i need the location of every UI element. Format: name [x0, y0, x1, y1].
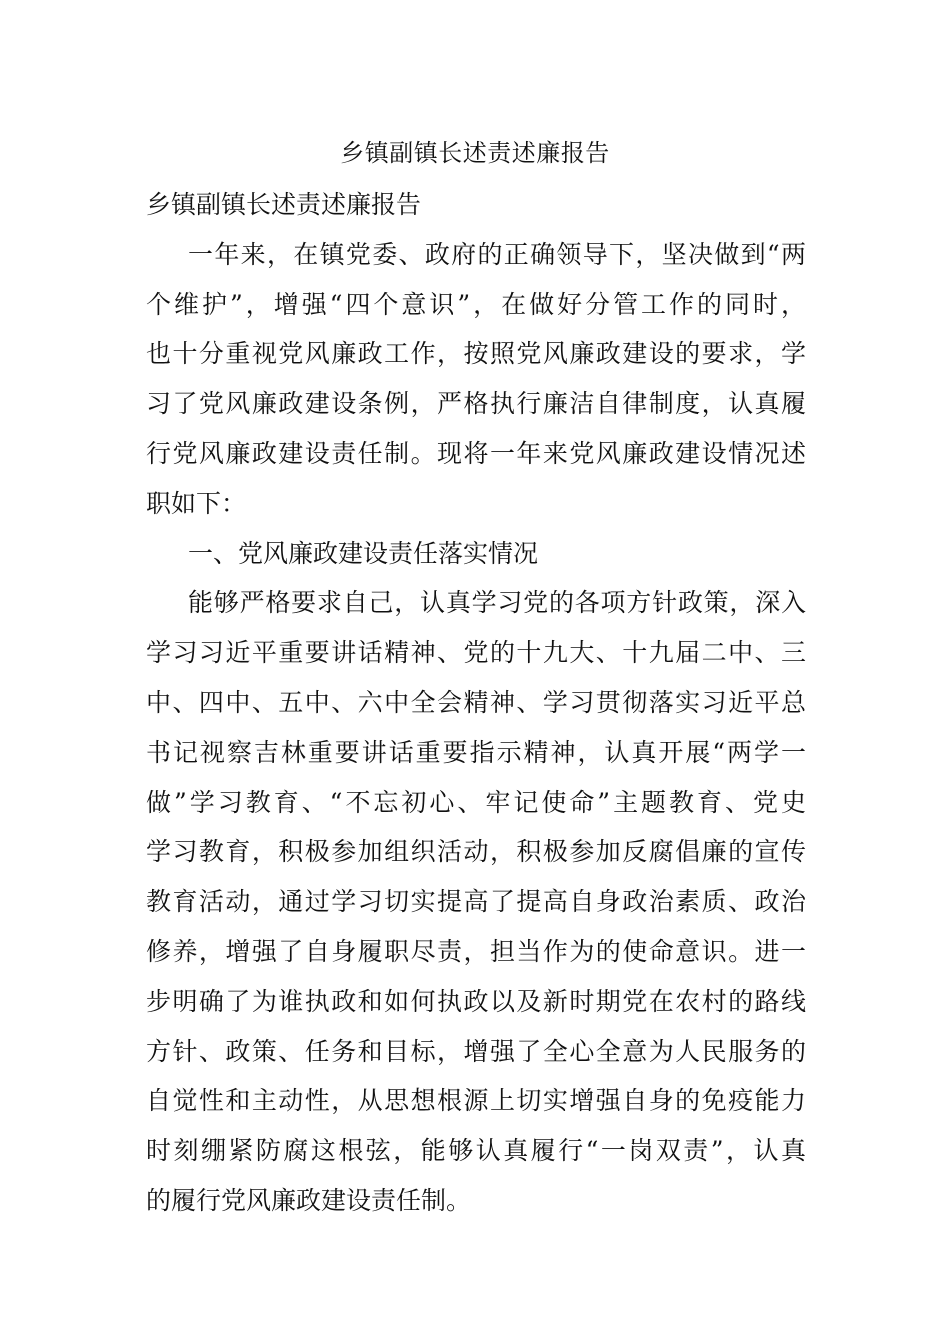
text-line: 学习教育，积极参加组织活动，积极参加反腐倡廉的宣传 [146, 837, 806, 867]
paragraph-intro [146, 230, 806, 529]
text-line: 一年来，在镇党委、政府的正确领导下，坚决做到“两 [188, 239, 806, 269]
text-line: 个维护”，增强“四个意识”，在做好分管工作的同时， [146, 289, 806, 319]
text-line: 书记视察吉林重要讲话重要指示精神，认真开展“两学一 [146, 737, 806, 767]
text-line: 修养，增强了自身履职尽责，担当作为的使命意识。进一 [146, 936, 806, 966]
text-line: 做”学习教育、“不忘初心、牢记使命”主题教育、党史 [146, 787, 806, 817]
text-line: 教育活动，通过学习切实提高了提高自身政治素质、政治 [146, 887, 806, 917]
text-line: 步明确了为谁执政和如何执政以及新时期党在农村的路线 [146, 986, 806, 1016]
text-line: 学习习近平重要讲话精神、党的十九大、十九届二中、三 [146, 638, 806, 668]
text-line: 习了党风廉政建设条例，严格执行廉洁自律制度，认真履 [146, 389, 806, 419]
text-line: 能够严格要求自己，认真学习党的各项方针政策，深入 [188, 588, 806, 618]
document-subtitle: 乡镇副镇长述责述廉报告 [146, 190, 422, 219]
paragraph-section1 [146, 578, 806, 1225]
text-line: 自觉性和主动性，从思想根源上切实增强自身的免疫能力 [146, 1086, 806, 1116]
text-line: 方针、政策、任务和目标，增强了全心全意为人民服务的 [146, 1036, 806, 1066]
document-body [146, 180, 806, 1226]
document-title: 乡镇副镇长述责述廉报告 [340, 139, 610, 167]
text-line: 职如下： [146, 488, 247, 518]
section-heading: 一、党风廉政建设责任落实情况 [188, 538, 539, 568]
text-line: 的履行党风廉政建设责任制。 [146, 1185, 472, 1215]
text-line: 时刻绷紧防腐这根弦，能够认真履行“一岗双责”，认真 [146, 1136, 806, 1166]
text-line: 也十分重视党风廉政工作，按照党风廉政建设的要求，学 [146, 339, 806, 369]
text-line: 行党风廉政建设责任制。现将一年来党风廉政建设情况述 [146, 438, 806, 468]
text-line: 中、四中、五中、六中全会精神、学习贯彻落实习近平总 [146, 687, 806, 717]
